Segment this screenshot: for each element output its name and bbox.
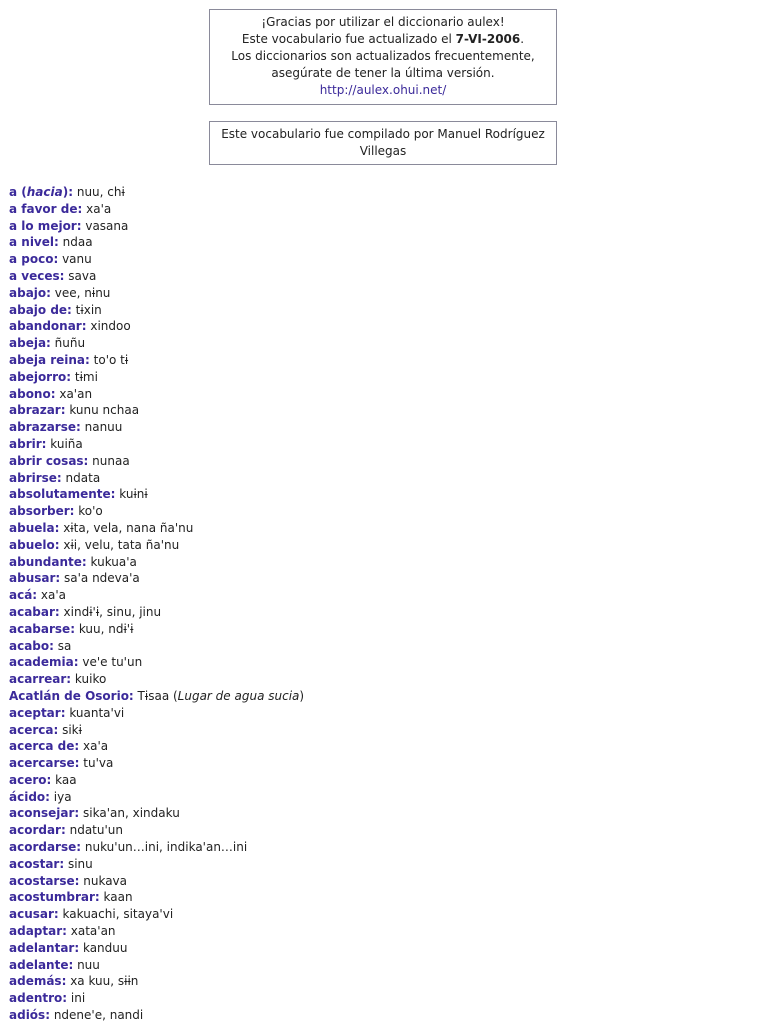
entry-headword: abrazar: bbox=[9, 403, 66, 418]
entry-translation: nuu, chɨ bbox=[73, 185, 125, 199]
thanks-notice bbox=[209, 9, 557, 105]
entry-headword: acabar: bbox=[9, 604, 60, 619]
entry-headword: acusar: bbox=[9, 907, 59, 922]
entry-translation: sikɨ bbox=[58, 722, 82, 737]
entry-translation: sa'a ndeva'a bbox=[60, 571, 140, 586]
entry-translation: to'o tɨ bbox=[89, 352, 129, 367]
entry-translation: Tɨsaa (Lugar de agua sucia) bbox=[133, 688, 305, 703]
entry-item bbox=[9, 453, 759, 470]
updated-line bbox=[210, 31, 556, 48]
entry-headword: abeja reina: bbox=[9, 352, 90, 367]
entry-translation: ndene'e, nandi bbox=[50, 1008, 144, 1023]
entry-headword: a (hacia): bbox=[9, 185, 74, 199]
entry-headword: abajo de: bbox=[9, 302, 72, 317]
entry-translation: ndaa bbox=[58, 235, 93, 250]
entry-headword: acordar: bbox=[9, 823, 66, 838]
entry-item bbox=[9, 604, 759, 621]
entry-item bbox=[9, 386, 759, 403]
entry-item bbox=[9, 436, 759, 453]
entry-item bbox=[9, 554, 759, 571]
entry-item bbox=[9, 923, 759, 940]
entry-item bbox=[9, 335, 759, 352]
entry-item bbox=[9, 419, 759, 436]
entry-headword: abuela: bbox=[9, 520, 60, 535]
entry-headword: acostumbrar: bbox=[9, 890, 100, 905]
entry-item bbox=[9, 285, 759, 302]
entry-item bbox=[9, 738, 759, 755]
updated-date: 7-VI-2006 bbox=[455, 32, 521, 46]
entry-headword: abono: bbox=[9, 386, 56, 401]
entry-translation: sava bbox=[64, 268, 97, 283]
entry-item bbox=[9, 638, 759, 655]
entry-headword: a favor de: bbox=[9, 201, 83, 216]
entry-item bbox=[9, 940, 759, 957]
compiler-notice bbox=[209, 121, 557, 165]
entry-headword: aceptar: bbox=[9, 705, 66, 720]
entry-item bbox=[9, 503, 759, 520]
entry-translation: ndata bbox=[61, 470, 101, 485]
entry-item bbox=[9, 537, 759, 554]
entry-translation: kuu, ndɨ'ɨ bbox=[75, 621, 134, 636]
entry-headword: ácido: bbox=[9, 789, 50, 804]
entry-translation: vasana bbox=[81, 218, 129, 233]
entry-item bbox=[9, 268, 759, 285]
entry-item bbox=[9, 805, 759, 822]
entry-headword: academia: bbox=[9, 655, 79, 670]
entry-translation: sa bbox=[53, 638, 72, 653]
entry-translation: kakuachi, sitaya'vi bbox=[58, 907, 174, 922]
entry-translation: kanduu bbox=[79, 940, 128, 955]
entry-headword: además: bbox=[9, 974, 67, 989]
entry-headword: absolutamente: bbox=[9, 487, 116, 502]
entry-item bbox=[9, 722, 759, 739]
entry-headword: abusar: bbox=[9, 571, 61, 586]
entry-translation: xɨi, velu, tata ña'nu bbox=[59, 537, 180, 552]
latest-version-line: asegúrate de tener la última versión. bbox=[271, 66, 495, 80]
entry-translation: xindoo bbox=[86, 319, 131, 334]
entry-item bbox=[9, 772, 759, 789]
entry-headword: acero: bbox=[9, 772, 52, 787]
entry-headword: acerca: bbox=[9, 722, 59, 737]
updated-suffix: . bbox=[520, 32, 525, 46]
entry-item bbox=[9, 302, 759, 319]
updated-prefix: Este vocabulario fue actualizado el bbox=[241, 32, 456, 46]
aulex-link[interactable]: http://aulex.ohui.net/ bbox=[319, 83, 447, 97]
entry-item bbox=[9, 570, 759, 587]
entry-headword: a nivel: bbox=[9, 235, 59, 250]
entry-translation: kaan bbox=[99, 890, 133, 905]
entry-headword: acá: bbox=[9, 588, 38, 603]
entry-item bbox=[9, 520, 759, 537]
entry-headword: abrir cosas: bbox=[9, 453, 89, 468]
entry-headword: aconsejar: bbox=[9, 806, 80, 821]
entry-headword: acabarse: bbox=[9, 621, 75, 636]
entry-translation: nuu bbox=[73, 957, 100, 972]
entry-item bbox=[9, 990, 759, 1007]
entry-translation: xata'an bbox=[66, 924, 116, 939]
compiler-line2: Villegas bbox=[359, 144, 407, 158]
entry-translation: nunaa bbox=[88, 453, 130, 468]
entry-headword: adelantar: bbox=[9, 940, 80, 955]
entry-item bbox=[9, 671, 759, 688]
entry-translation: kunu nchaa bbox=[65, 403, 140, 418]
entry-item bbox=[9, 218, 759, 235]
entry-item bbox=[9, 201, 759, 218]
entry-translation: iya bbox=[49, 789, 72, 804]
entry-translation: ve'e tu'un bbox=[78, 655, 143, 670]
entry-headword: adaptar: bbox=[9, 924, 67, 939]
entry-translation: kaa bbox=[51, 772, 77, 787]
entry-item bbox=[9, 318, 759, 335]
entry-item bbox=[9, 470, 759, 487]
entry-translation: kuiña bbox=[46, 436, 83, 451]
entry-translation: tu'va bbox=[79, 756, 114, 771]
entry-translation: nanuu bbox=[80, 420, 123, 435]
entry-headword: acerca de: bbox=[9, 739, 80, 754]
entry-translation: xa'a bbox=[37, 588, 67, 603]
entry-translation: nuku'un…ini, indika'an…ini bbox=[81, 840, 248, 855]
entry-item bbox=[9, 873, 759, 890]
entry-item bbox=[9, 973, 759, 990]
entry-headword: a poco: bbox=[9, 252, 59, 267]
entry-translation: kuanta'vi bbox=[65, 705, 125, 720]
entry-item bbox=[9, 755, 759, 772]
entry-translation: ñuñu bbox=[50, 336, 86, 351]
entry-item bbox=[9, 352, 759, 369]
entry-item bbox=[9, 1007, 759, 1024]
entry-translation: ndatu'un bbox=[65, 823, 123, 838]
entry-item bbox=[9, 789, 759, 806]
entry-headword: adentro: bbox=[9, 991, 68, 1006]
entry-headword: abajo: bbox=[9, 285, 51, 300]
entry-translation: xa'an bbox=[55, 386, 93, 401]
entry-item bbox=[9, 486, 759, 503]
entry-translation: xindɨ'ɨ, sinu, jinu bbox=[59, 604, 162, 619]
entry-translation: xa'a bbox=[82, 201, 112, 216]
entry-headword: abejorro: bbox=[9, 369, 72, 384]
entry-headword: a lo mejor: bbox=[9, 218, 82, 233]
entry-headword: acostarse: bbox=[9, 873, 80, 888]
entry-item bbox=[9, 705, 759, 722]
entry-headword: adelante: bbox=[9, 957, 74, 972]
entry-translation: sika'an, xindaku bbox=[79, 806, 180, 821]
entry-item bbox=[9, 587, 759, 604]
entry-item bbox=[9, 889, 759, 906]
entry-translation: kuɨnɨ bbox=[115, 487, 148, 502]
entry-headword: abuelo: bbox=[9, 537, 60, 552]
entry-headword: acordarse: bbox=[9, 840, 82, 855]
entry-item bbox=[9, 839, 759, 856]
entry-headword: Acatlán de Osorio: bbox=[9, 688, 134, 703]
entry-headword: absorber: bbox=[9, 504, 75, 519]
entry-item bbox=[9, 184, 759, 201]
entry-translation: xa'a bbox=[79, 739, 109, 754]
entry-headword: acarrear: bbox=[9, 672, 72, 687]
entry-item bbox=[9, 251, 759, 268]
entry-item bbox=[9, 906, 759, 923]
entry-headword: abundante: bbox=[9, 554, 87, 569]
entry-item bbox=[9, 654, 759, 671]
entry-item bbox=[9, 856, 759, 873]
entry-item bbox=[9, 688, 759, 705]
entry-item bbox=[9, 234, 759, 251]
entry-headword: acostar: bbox=[9, 856, 65, 871]
entry-translation: ini bbox=[67, 991, 86, 1006]
entry-headword: abeja: bbox=[9, 336, 51, 351]
entry-translation: kuiko bbox=[71, 672, 107, 687]
entry-translation: vee, nɨnu bbox=[50, 285, 111, 300]
frequency-line: Los diccionarios son actualizados frecuentemente, bbox=[231, 49, 535, 63]
entry-item bbox=[9, 402, 759, 419]
entry-translation: vanu bbox=[58, 252, 92, 267]
entry-translation: tɨmi bbox=[71, 369, 98, 384]
vocabulary-list bbox=[9, 184, 759, 1024]
thanks-line: ¡Gracias por utilizar el diccionario aulex! bbox=[261, 15, 505, 29]
entry-translation: tɨxin bbox=[71, 302, 102, 317]
entry-translation: ko'o bbox=[74, 504, 103, 519]
entry-headword: abrazarse: bbox=[9, 420, 81, 435]
entry-translation: sinu bbox=[64, 856, 93, 871]
entry-translation: kukua'a bbox=[86, 554, 137, 569]
compiler-line1: Este vocabulario fue compilado por Manuel Rodríguez bbox=[221, 127, 545, 141]
entry-item bbox=[9, 369, 759, 386]
entry-translation: xa kuu, sɨɨn bbox=[66, 974, 139, 989]
entry-item bbox=[9, 621, 759, 638]
entry-headword: a veces: bbox=[9, 268, 65, 283]
entry-item bbox=[9, 822, 759, 839]
entry-translation: nukava bbox=[79, 873, 128, 888]
entry-headword: adiós: bbox=[9, 1008, 50, 1023]
entry-headword: abandonar: bbox=[9, 319, 87, 334]
entry-translation: xɨta, vela, nana ña'nu bbox=[59, 520, 194, 535]
entry-headword: acercarse: bbox=[9, 756, 80, 771]
entry-headword: acabo: bbox=[9, 638, 54, 653]
entry-item bbox=[9, 957, 759, 974]
entry-headword: abrirse: bbox=[9, 470, 62, 485]
entry-headword: abrir: bbox=[9, 436, 47, 451]
